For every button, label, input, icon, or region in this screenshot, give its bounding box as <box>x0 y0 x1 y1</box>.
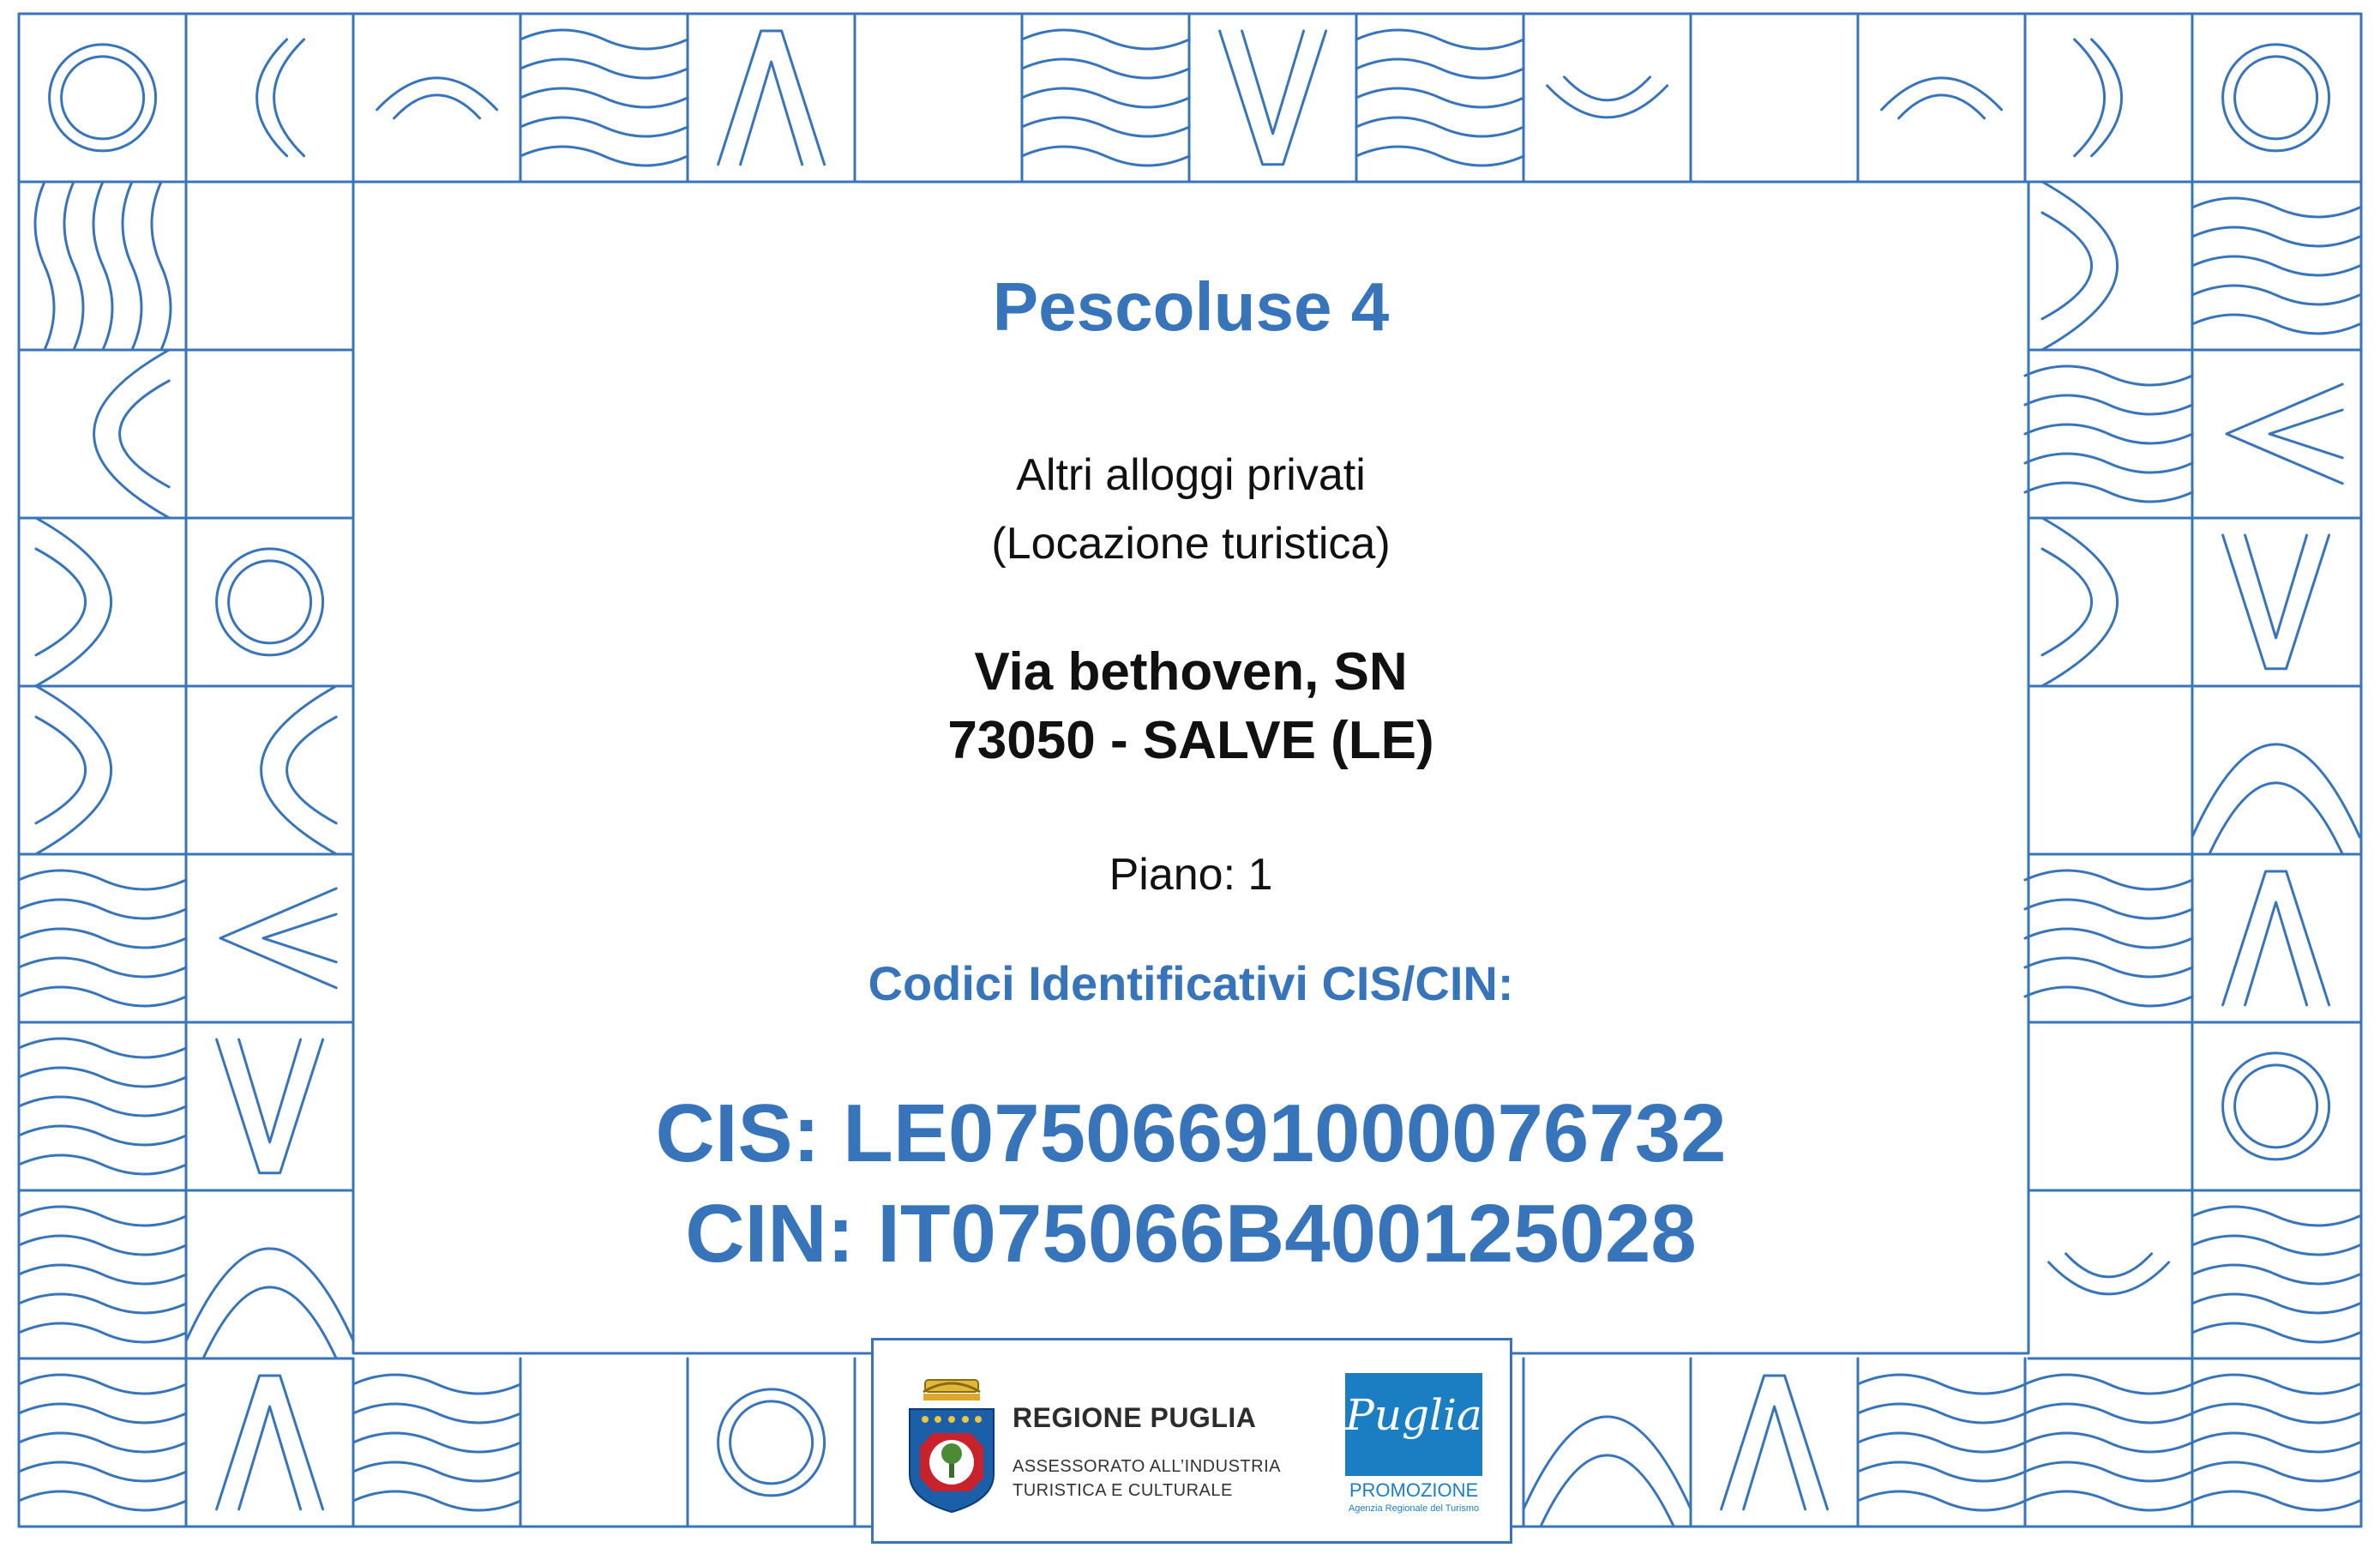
cis-code: CIS: LE07506691000076732 <box>655 1087 1727 1179</box>
address-city: 73050 - SALVE (LE) <box>947 711 1434 770</box>
accommodation-subtype: (Locazione turistica) <box>991 519 1391 569</box>
puglia-promozione-logo <box>1345 1373 1482 1476</box>
accommodation-type: Altri alloggi privati <box>1016 450 1366 500</box>
codes-heading: Codici Identificativi CIS/CIN: <box>868 956 1514 1010</box>
sponsor-logos <box>871 1338 1512 1544</box>
floor-label: Piano: 1 <box>1109 850 1273 900</box>
regione-puglia-dept-line2: TURISTICA E CULTURALE <box>1013 1481 1233 1500</box>
puglia-agency-label: Agenzia Regionale del Turismo <box>1348 1503 1480 1514</box>
puglia-promozione-label: PROMOZIONE <box>1349 1479 1479 1501</box>
regione-puglia-dept-line1: ASSESSORATO ALL’INDUSTRIA <box>1013 1457 1281 1476</box>
property-title: Pescoluse 4 <box>992 268 1390 345</box>
address-street: Via bethoven, SN <box>974 642 1408 702</box>
puglia-wordmark: Puglia <box>1345 1390 1482 1440</box>
regione-puglia-title: REGIONE PUGLIA <box>1013 1402 1257 1433</box>
coat-of-arms-icon <box>905 1371 999 1517</box>
info-panel <box>353 182 2028 1353</box>
cin-code: CIN: IT075066B400125028 <box>685 1188 1697 1280</box>
